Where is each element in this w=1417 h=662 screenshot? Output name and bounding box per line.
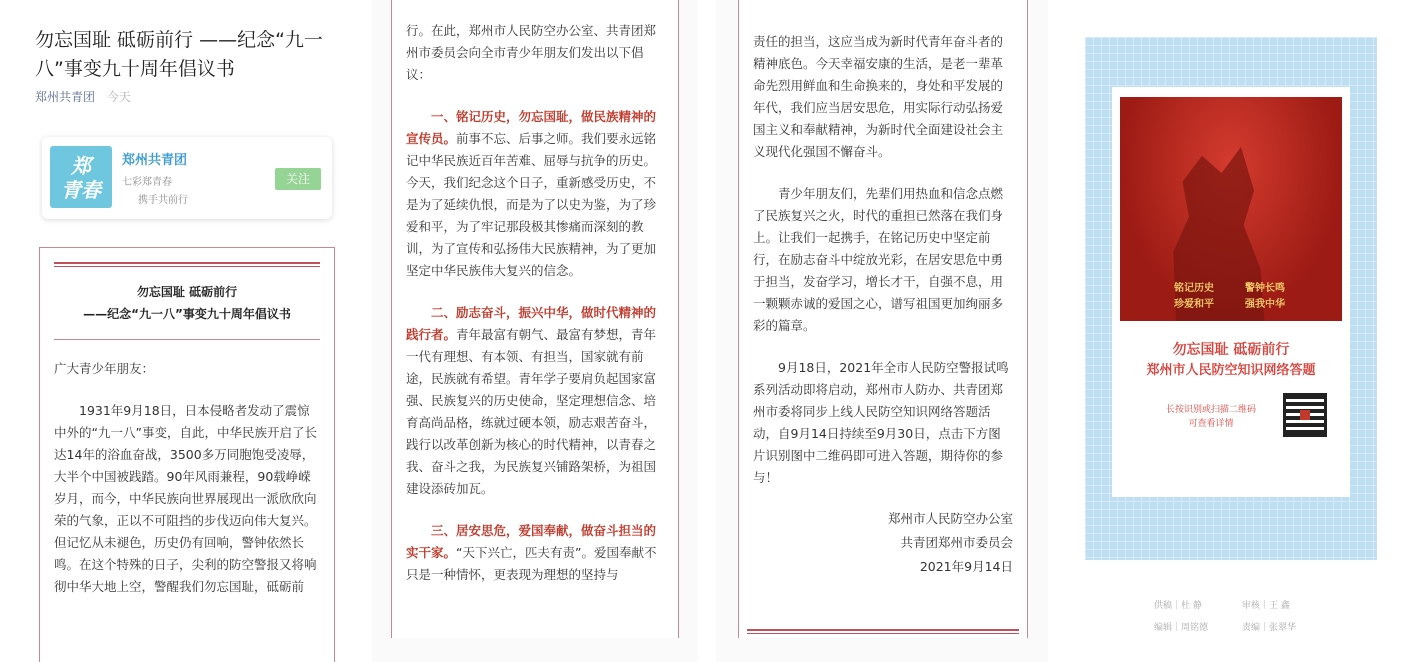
paragraph: 9月18日，2021年全市人民防空警报试鸣系列活动即将启动，郑州市人防办、共青团郑州市委将同步上线人民防空知识网络答题活动，自9月14日持续至9月30日，点击下方图片识别图中二维码即可进入答题，期待你的参与！: [753, 360, 1009, 485]
paragraph: 责任的担当，这应当成为新时代青年奋斗者的精神底色。今天幸福安康的生活，是老一辈革命先烈用鲜血和生命换来的，身处和平发展的年代，我们应当居安思危，用实际行动弘扬爱国主义和奉献精神，为新时代全面建设社会主义现代化强国不懈奋斗。: [753, 34, 1004, 159]
paragraph-text: 前事不忘、后事之师。我们要永远铭记中华民族近百年苦难、屈辱与抗争的历史。今天，我们纪念这个日子，重新感受历史，不是为了延续仇恨，而是为了以史为鉴，为了珍爱和平，为了牢记那段极其惨痛而深刻的教训，为了宣传和弘扬伟大民族精神，为了更加坚定中华民族伟大复兴的信念。: [406, 131, 657, 278]
paragraph: [392, 520, 678, 586]
account-link[interactable]: 郑州共青团: [35, 90, 96, 104]
follow-button[interactable]: 关注: [275, 168, 321, 190]
monument-image: [1120, 97, 1342, 321]
article-header-panel: [0, 0, 350, 662]
account-card-desc: 携手共前行: [138, 195, 188, 206]
letter-title-main: 勿忘国耻 砥砺前行: [136, 285, 238, 299]
account-logo: 郑 青春: [50, 146, 112, 208]
paragraph-text: 青年最富有朝气、最富有梦想，青年一代有理想、有本领、有担当，国家就有前途，民族就有希望。青年学子要肩负起国家富强、民族复兴的历史使命，坚定理想信念、培育高尚品格，练就过硬本领，励志艰苦奋斗，践行以改革创新为核心的时代精神，以青春之我、奋斗之我，为民族复兴铺路架桥，为祖国建设添砖加瓦。: [406, 327, 657, 496]
heading-3: 三、居安思危，爱国奉献，做奋斗担当的实干家。: [406, 523, 657, 560]
signature-block: [739, 507, 1027, 579]
credit: 供稿｜杜 静: [1154, 601, 1202, 611]
divider: [54, 262, 320, 267]
qr-code-icon[interactable]: [1283, 393, 1327, 437]
credit-row: [1154, 595, 1330, 617]
poster-subtitle: 郑州市人民防空知识网络答题: [1146, 363, 1316, 378]
credit: 审核｜王 鑫: [1242, 601, 1290, 611]
article-meta: [35, 88, 131, 105]
letter-frame: [738, 0, 1028, 638]
article-title: 勿忘国耻 砥砺前行 ——纪念“九一八”事变九十周年倡议书: [35, 29, 323, 80]
credit: 编辑｜周铭德: [1154, 623, 1209, 633]
credits: [1154, 595, 1330, 639]
divider: [747, 629, 1019, 634]
account-card-name: 郑州共青团: [122, 153, 188, 168]
signature-date: 2021年9月14日: [919, 559, 1013, 574]
letter-title-sub: ——纪念“九一八”事变九十周年倡议书: [83, 307, 291, 321]
paragraph: 1931年9月18日，日本侵略者发动了震惊中外的“九一八”事变，自此，中华民族开启了长达14年的浴血奋战，3500多万同胞饱受凌辱，大半个中国被践踏。90年风雨兼程，90载峥嵘岁月，而今，中华民族向世界展现出一派欣欣向荣的气象，正以不可阻挡的步伐迈向伟大复兴。但记忆从未褪色，历史仍有回响，警钟依然长鸣。在这个特殊的日子，尖利的防空警报又将响彻中华大地上空，警醒我们勿忘国耻，砥砺前: [54, 403, 317, 594]
letter-title: [40, 281, 334, 325]
poster-slogan: 警钟长鸣 强我中华: [1245, 283, 1285, 310]
signature-org: 郑州市人民防空办公室: [887, 511, 1013, 526]
heading-1: 一、铭记历史，勿忘国耻，做民族精神的宣传员。: [406, 109, 657, 146]
paragraph-text: “天下兴亡，匹夫有责”。爱国奉献不只是一种情怀，更表现为理想的坚持与: [406, 545, 657, 582]
poster-slogan: 铭记历史 珍爱和平: [1174, 283, 1214, 310]
salutation: 广大青少年朋友：: [54, 361, 155, 376]
letter-page-2: [372, 0, 698, 662]
account-card-desc: 七彩郑青春: [122, 177, 172, 188]
quiz-poster[interactable]: [1085, 37, 1377, 560]
letter-page-3: [716, 0, 1048, 662]
poster-title: 勿忘国耻 砥砺前行: [1172, 342, 1290, 358]
publish-time: 今天: [106, 90, 131, 104]
divider: [54, 339, 320, 340]
paragraph: 行。在此，郑州市人民防空办公室、共青团郑州市委员会向全市青少年朋友们发出以下倡议：: [406, 23, 657, 82]
paragraph: [392, 302, 678, 500]
paragraph: 青少年朋友们，先辈们用热血和信念点燃了民族复兴之火，时代的重担已然落在我们身上。让我们一起携手，在铭记历史中坚定前行，在励志奋斗中绽放光彩，在居安思危中勇于担当，发奋学习，增长才干，自强不息，用一颗颗赤诚的爱国之心，谱写祖国更加绚丽多彩的篇章。: [753, 186, 1004, 333]
poster-card: [1112, 87, 1350, 497]
paragraph: [392, 106, 678, 282]
letter-frame: [39, 247, 335, 662]
account-card[interactable]: [42, 137, 332, 219]
letter-frame: [391, 0, 679, 638]
qr-hint: 长按识别或扫描二维码 可查看详情: [1165, 405, 1256, 429]
heading-2: 二、励志奋斗，振兴中华，做时代精神的践行者。: [406, 305, 657, 342]
signature-org: 共青团郑州市委员会: [900, 535, 1013, 550]
poster-panel: [1066, 0, 1417, 662]
credit: 责编｜张翠华: [1242, 623, 1297, 633]
credit-row: [1154, 617, 1330, 639]
